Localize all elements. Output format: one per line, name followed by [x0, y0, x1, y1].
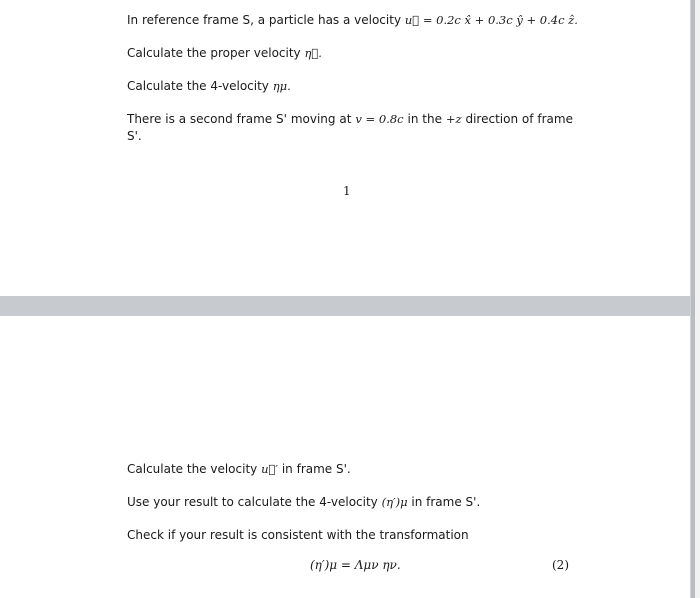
four-velocity-symbol: ημ. [272, 79, 291, 93]
velocity-in-frame-question [127, 461, 351, 478]
transformation-equation: (η′)μ = Λμν ην. [310, 558, 401, 572]
proper-velocity-text: Calculate the proper velocity [127, 46, 301, 60]
second-frame-text-b: in the [407, 112, 443, 126]
velocity-formula: u⃗ = 0.2c x̂ + 0.3c ŷ + 0.4c ẑ. [404, 13, 578, 27]
four-velocity-question [127, 78, 291, 95]
frame-speed: v = 0.8c [355, 112, 404, 126]
four-velocity-frame-text: Use your result to calculate the 4-velocity [127, 495, 378, 509]
velocity-prime-symbol: u⃗′ [261, 462, 279, 476]
page-separator [0, 296, 700, 316]
scrollbar-thumb[interactable] [691, 0, 695, 598]
consistency-check-text: Check if your result is consistent with the transformation [127, 528, 469, 542]
second-frame-statement [127, 111, 573, 145]
four-velocity-frame-question [127, 494, 480, 511]
second-frame-text-c: direction of frame S'. [127, 112, 573, 143]
four-velocity-frame-text-b: in frame S'. [411, 495, 481, 509]
direction-symbol: +z [445, 112, 462, 126]
second-frame-text-a: There is a second frame S' moving at [127, 112, 352, 126]
page-1 [0, 0, 690, 296]
page-number: 1 [343, 184, 351, 198]
eta-prime-symbol: (η′)μ [381, 495, 408, 509]
scrollbar-track[interactable] [690, 0, 700, 598]
velocity-in-frame-text-b: in frame S'. [281, 462, 351, 476]
velocity-statement [127, 12, 578, 29]
velocity-in-frame-text: Calculate the velocity [127, 462, 258, 476]
consistency-check [127, 527, 469, 544]
proper-velocity-question [127, 45, 322, 62]
velocity-statement-text: In reference frame S, a particle has a velocity [127, 13, 402, 27]
four-velocity-text: Calculate the 4-velocity [127, 79, 269, 93]
equation-number: (2) [552, 558, 569, 572]
proper-velocity-symbol: η⃗. [304, 46, 322, 60]
page-2 [0, 316, 690, 598]
